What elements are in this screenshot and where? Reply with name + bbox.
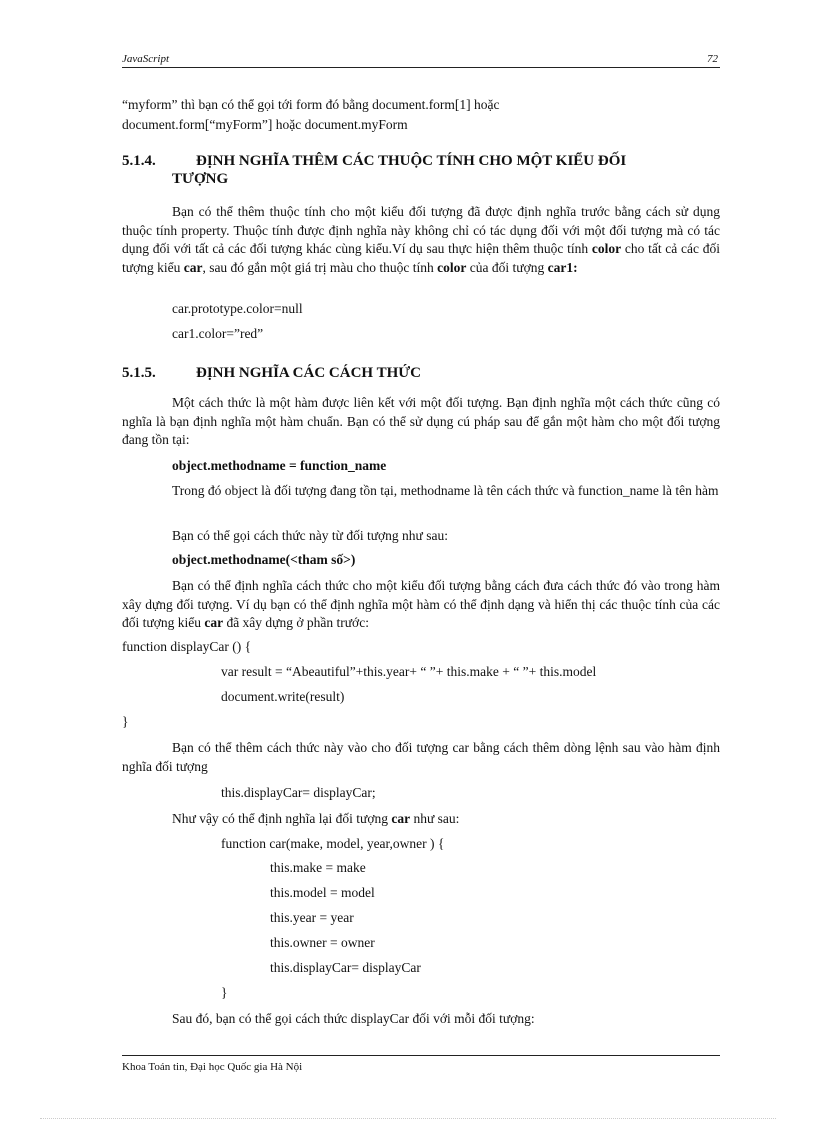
header-title: JavaScript [122,53,170,65]
paragraph-515-define: Bạn có thể định nghĩa cách thức cho một kiểu đối tượng bằng cách đưa cách thức đó vào trong hàm xây dựng đối tượng. Ví dụ bạn có thể định nghĩa một hàm có thể định dạng và hiển thị các thuộc tính của các đối tượng kiểu car đã xây dựng ở phần trước: [122,578,720,630]
syntax-call: object.methodname(<tham số>) [172,552,356,567]
heading-514-number: 5.1.4. [122,153,156,169]
page-footer [122,1055,720,1073]
code-line: function displayCar () { [122,639,252,654]
syntax-assign: object.methodname = function_name [172,458,387,473]
paragraph-515-where: Trong đó object là đối tượng đang tồn tại, methodname là tên cách thức và function_name là tên hàm [172,483,719,498]
heading-515-title: ĐỊNH NGHĨA CÁC CÁCH THỨC [196,365,422,381]
paragraph-515-add: Bạn có thể thêm cách thức này vào cho đối tượng car bằng cách thêm dòng lệnh sau vào hàm định nghĩa đối tượng [122,740,720,774]
code-line: car1.color=”red” [172,326,264,341]
page-header [122,53,720,68]
heading-515-number: 5.1.5. [122,365,156,381]
code-line: this.year = year [270,910,354,925]
page-edge-divider [40,1118,776,1119]
code-line: document.write(result) [221,689,345,704]
code-line: car.prototype.color=null [172,301,303,316]
heading-514-line1: ĐỊNH NGHĨA THÊM CÁC THUỘC TÍNH CHO MỘT KIỂU ĐỐI [196,153,627,169]
paragraph-last: Sau đó, bạn có thể gọi cách thức displayCar đối với mỗi đối tượng: [172,1011,535,1026]
heading-514-line2: TƯỢNG [172,171,229,187]
paragraph-top-line1: “myform” thì bạn có thể gọi tới form đó bằng document.form[1] hoặc [122,97,500,112]
paragraph-515-intro: Một cách thức là một hàm được liên kết với một đối tượng. Bạn định nghĩa một cách thức cũng có nghĩa là bạn định nghĩa một hàm chuẩn. Bạn có thể sử dụng cú pháp sau để gắn một hàm cho một đối tượng đang tồn tại: [122,395,720,447]
code-line: function car(make, model, year,owner ) { [221,836,445,851]
page-number: 72 [707,53,718,65]
paragraph-top-line2: document.form[“myForm”] hoặc document.myForm [122,117,408,132]
code-line: } [221,985,228,1000]
paragraph-514: Bạn có thể thêm thuộc tính cho một kiểu đối tượng đã được định nghĩa trước bằng cách sử dụng thuộc tính property. Thuộc tính được định nghĩa này không chỉ có tác dụng đối với một đối tượng mà có tác dụng đối với tất cả các đối tượng khác cùng kiểu.Ví dụ sau thực hiện thêm thuộc tính color cho tất cả các đối tượng kiểu car, sau đó gắn một giá trị màu cho thuộc tính color của đối tượng car1: [122,204,720,275]
code-line: var result = “Abeautiful”+this.year+ “ ”+ this.make + “ ”+ this.model [221,664,597,679]
code-line: } [122,714,129,729]
code-line: this.owner = owner [270,935,375,950]
code-line: this.displayCar= displayCar [270,960,421,975]
code-line: this.model = model [270,885,375,900]
code-line: this.displayCar= displayCar; [221,785,376,800]
code-line: this.make = make [270,860,366,875]
paragraph-515-redefine: Như vậy có thể định nghĩa lại đối tượng car như sau: [172,811,460,826]
footer-text: Khoa Toán tin, Đại học Quốc gia Hà Nội [122,1061,303,1073]
paragraph-515-call: Bạn có thể gọi cách thức này từ đối tượng như sau: [172,528,448,543]
